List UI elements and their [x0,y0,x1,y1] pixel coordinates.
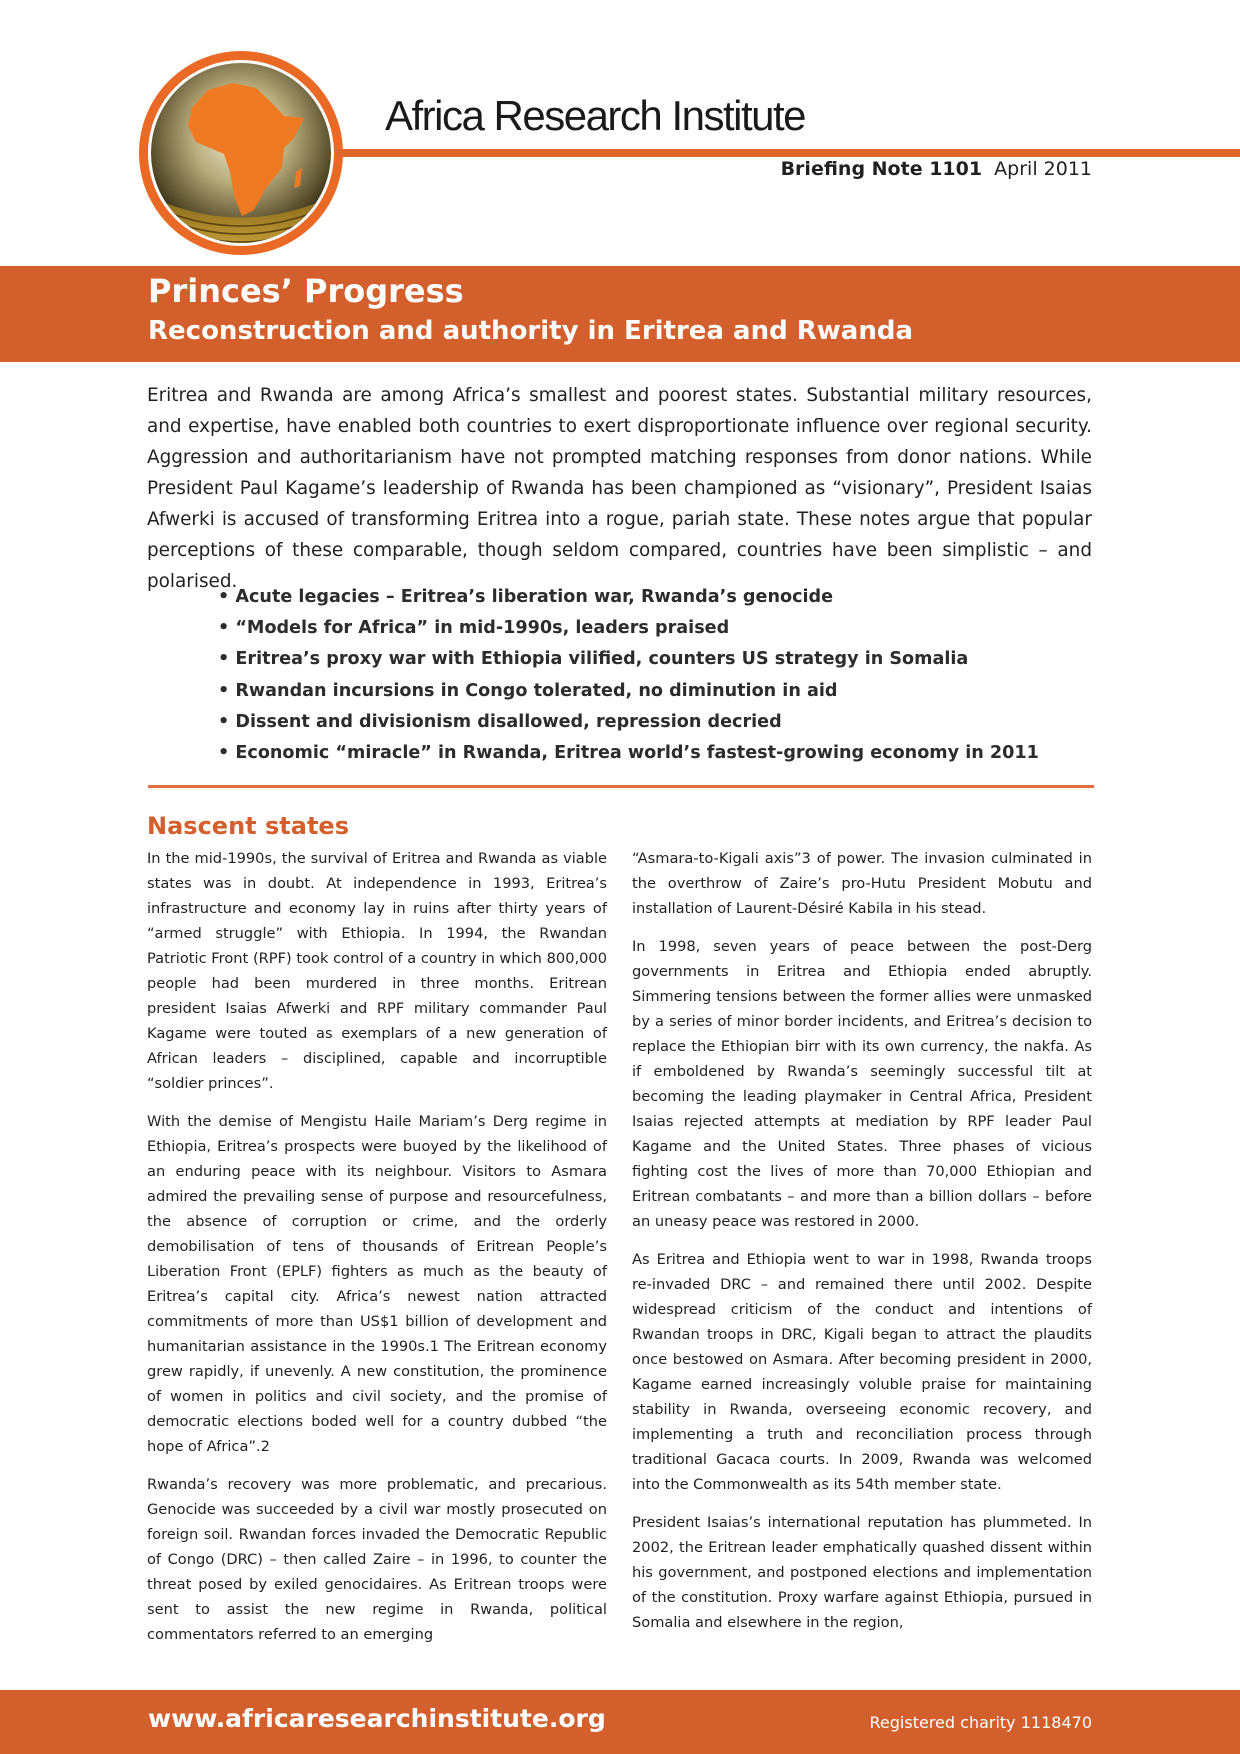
footer-band [0,1690,1240,1754]
briefing-date: April 2011 [994,158,1092,180]
header-rule [336,149,1240,157]
title-band [0,266,1240,362]
website-link[interactable]: www.africaresearchinstitute.org [148,1704,606,1733]
body-paragraph: As Eritrea and Ethiopia went to war in 1998, Rwanda troops re-invaded DRC – and remained there until 2002. Despite widespread criticism of the conduct and intentions of Rwandan troops in DRC, Kigali began to attract the plaudits once bestowed on Asmara. After becoming president in 2000, Kagame earned increasingly voluble praise for maintaining stability in Rwanda, overseeing economic recovery, and implementing a truth and reconciliation process through traditional Gacaca courts. In 2009, Rwanda was welcomed into the Commonwealth as its 54th member state. [632,1251,1092,1493]
intro-paragraph: Eritrea and Rwanda are among Africa’s smallest and poorest states. Substantial military resources, and expertise, have enabled both countries to exert disproportionate influence over regional security. Aggression and authoritarianism have not prompted matching responses from donor nations. While President Paul Kagame’s leadership of Rwanda has been championed as “visionary”, President Isaias Afwerki is accused of transforming Eritrea into a rogue, pariah state. These notes argue that popular perceptions of these comparable, though seldom compared, countries have been simplistic – and polarised. [147,385,1092,592]
bullet-item: • Rwandan incursions in Congo tolerated, no diminution in aid [218,680,838,701]
charity-number: Registered charity 1118470 [869,1713,1092,1732]
section-heading: Nascent states [147,812,349,840]
right-column [632,846,1092,1648]
bullet-item: • Acute legacies – Eritrea’s liberation war, Rwanda’s genocide [218,587,834,607]
briefing-info [781,158,1092,180]
summary-bullets [218,582,1039,769]
body-paragraph: With the demise of Mengistu Haile Mariam’s Derg regime in Ethiopia, Eritrea’s prospects were buoyed by the likelihood of an enduring peace with its neighbour. Visitors to Asmara admired the prevailing sense of purpose and resourcefulness, the absence of corruption or crime, and the orderly demobilisation of tens of thousands of Eritrean People’s Liberation Front (EPLF) fighters as much as the beauty of Eritrea’s capital city. Africa’s newest nation attracted commitments of more than US$1 billion of development and humanitarian assistance in the 1990s.1 The Eritrean economy grew rapidly, if unevenly. A new constitution, the prominence of women in politics and civil society, and the promise of democratic elections boded well for a country dubbed “the hope of Africa”.2 [147,1113,607,1455]
left-column [147,846,607,1660]
bullet-item: • Dissent and divisionism disallowed, repression decried [218,711,782,732]
page-subtitle: Reconstruction and authority in Eritrea and Rwanda [148,316,914,346]
bullet-item: • Eritrea’s proxy war with Ethiopia vilified, counters US strategy in Somalia [218,649,969,670]
body-paragraph: In the mid-1990s, the survival of Eritrea and Rwanda as viable states was in doubt. At independence in 1993, Eritrea’s infrastructure and economy lay in ruins after thirty years of “armed struggle” with Ethiopia. In 1994, the Rwandan Patriotic Front (RPF) took control of a country in which 800,000 people had been murdered in three months. Eritrean president Isaias Afwerki and RPF military commander Paul Kagame were touted as exemplars of a new generation of African leaders – disciplined, capable and incorruptible “soldier princes”. [147,850,607,1092]
body-paragraph: In 1998, seven years of peace between the post-Derg governments in Eritrea and Ethiopia ended abruptly. Simmering tensions between the former allies were unmasked by a series of minor border incidents, and Eritrea’s decision to replace the Ethiopian birr with its own currency, the nakfa. As if emboldened by Rwanda’s seemingly successful tilt at becoming the leading playmaker in Central Africa, President Isaias rejected attempts at mediation by RPF leader Paul Kagame and the United States. Three phases of vicious fighting cost the lives of more than 70,000 Ethiopian and Eritrean combatants – and more than a billion dollars – before an uneasy peace was restored in 2000. [632,938,1092,1230]
africa-globe-logo [138,50,344,256]
briefing-label: Briefing Note 1101 [780,158,983,180]
body-paragraph: President Isaias’s international reputation has plummeted. In 2002, the Eritrean leader emphatically quashed dissent within his government, and postponed elections and implementation of the constitution. Proxy warfare against Ethiopia, pursued in Somalia and elsewhere in the region, [632,1514,1092,1631]
section-divider [148,785,1094,788]
org-name: Africa Research Institute [385,92,806,139]
bullet-item: • Economic “miracle” in Rwanda, Eritrea world’s fastest-growing economy in 2011 [218,743,1039,764]
bullet-item: • “Models for Africa” in mid-1990s, leaders praised [218,618,730,639]
body-paragraph: “Asmara-to-Kigali axis”3 of power. The invasion culminated in the overthrow of Zaire’s pro-Hutu President Mobutu and installation of Laurent-Désiré Kabila in his stead. [632,850,1092,917]
body-paragraph: Rwanda’s recovery was more problematic, and precarious. Genocide was succeeded by a civil war mostly prosecuted on foreign soil. Rwandan forces invaded the Democratic Republic of Congo (DRC) – then called Zaire – in 1996, to counter the threat posed by exiled genocidaires. As Eritrean troops were sent to assist the new regime in Rwanda, political commentators referred to an emerging [147,1476,607,1643]
page-title: Princes’ Progress [148,272,464,310]
